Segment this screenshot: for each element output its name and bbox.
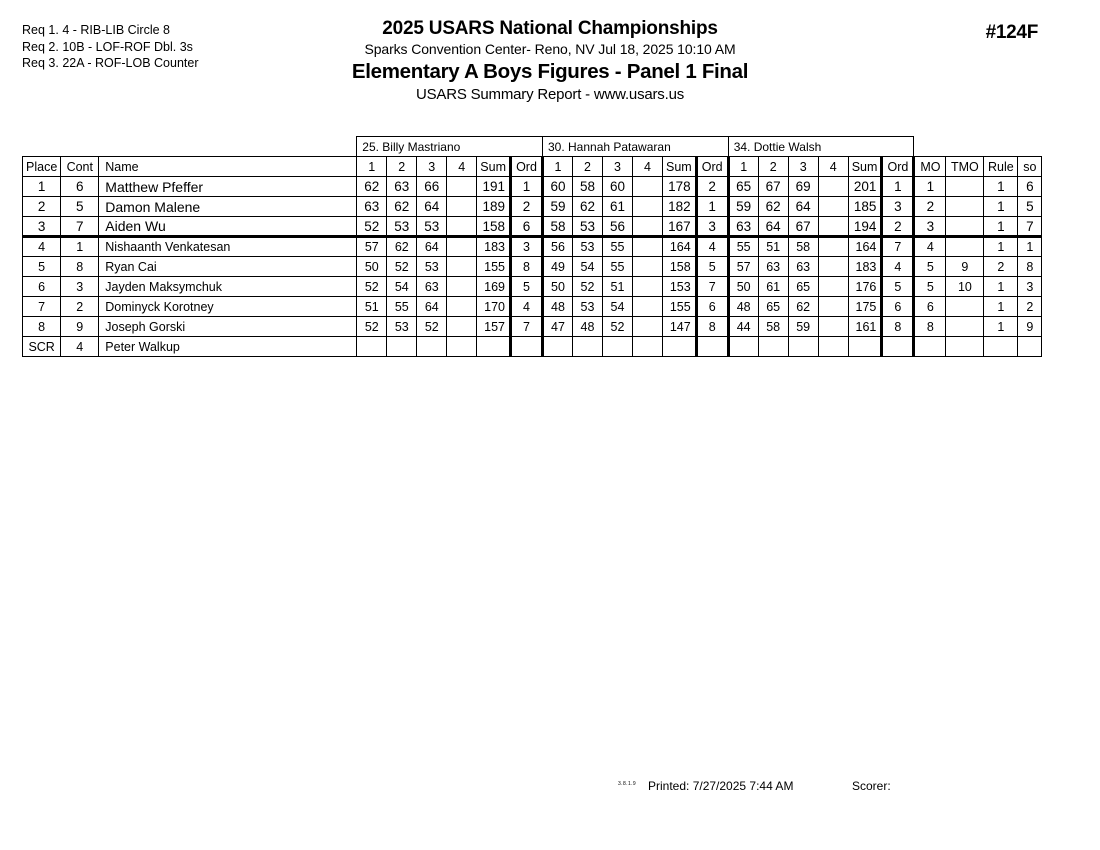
cell-j2-fig4 xyxy=(632,297,662,317)
cell-j2-ord: 3 xyxy=(696,217,728,237)
cell-place: 7 xyxy=(23,297,61,317)
header-j2-sum: Sum xyxy=(662,157,696,177)
cell-j1-fig1: 50 xyxy=(357,257,387,277)
cell-j3-fig2: 63 xyxy=(758,257,788,277)
cell-j3-fig4 xyxy=(818,337,848,357)
cell-j2-fig2: 53 xyxy=(572,297,602,317)
cell-j3-fig3 xyxy=(788,337,818,357)
cell-tmo xyxy=(946,217,984,237)
cell-j1-fig2: 63 xyxy=(387,177,417,197)
cell-place: 4 xyxy=(23,237,61,257)
cell-j1-fig2: 53 xyxy=(387,217,417,237)
cell-j1-fig1: 51 xyxy=(357,297,387,317)
table-body xyxy=(23,177,1042,357)
cell-j2-ord: 5 xyxy=(696,257,728,277)
requirement-text: 4 - RIB-LIB Circle 8 xyxy=(62,23,170,37)
cell-j1-fig3: 64 xyxy=(417,297,447,317)
cell-j3-fig4 xyxy=(818,297,848,317)
cell-tmo: 10 xyxy=(946,277,984,297)
cell-name: Peter Walkup xyxy=(99,337,357,357)
cell-j3-sum: 164 xyxy=(848,237,882,257)
cell-j1-fig2: 55 xyxy=(387,297,417,317)
cell-j2-fig4 xyxy=(632,217,662,237)
cell-j2-fig3 xyxy=(602,337,632,357)
cell-j3-fig4 xyxy=(818,197,848,217)
cell-j2-fig1: 60 xyxy=(542,177,572,197)
cell-mo xyxy=(914,337,946,357)
requirement-label: Req 3. xyxy=(22,56,59,70)
cell-so: 8 xyxy=(1018,257,1042,277)
requirement-label: Req 1. xyxy=(22,23,59,37)
cell-j3-fig4 xyxy=(818,257,848,277)
report-subtitle: USARS Summary Report - www.usars.us xyxy=(415,86,685,103)
cell-j2-sum: 182 xyxy=(662,197,696,217)
cell-j1-ord: 5 xyxy=(510,277,542,297)
judge-band-label-2: 30. Hannah Patawaran xyxy=(542,137,728,157)
page-title: Elementary A Boys Figures - Panel 1 Final xyxy=(351,60,749,83)
cell-j1-fig1 xyxy=(357,337,387,357)
cell-mo: 3 xyxy=(914,217,946,237)
cell-j1-fig4 xyxy=(447,337,477,357)
cell-j1-fig4 xyxy=(447,277,477,297)
cell-j2-fig1: 49 xyxy=(542,257,572,277)
cell-j2-fig3: 55 xyxy=(602,237,632,257)
requirement-line xyxy=(22,39,199,56)
cell-j2-fig3: 56 xyxy=(602,217,632,237)
cell-j3-sum: 185 xyxy=(848,197,882,217)
cell-j2-ord: 6 xyxy=(696,297,728,317)
cell-j2-ord xyxy=(696,337,728,357)
table-row[interactable] xyxy=(23,337,1042,357)
cell-j1-fig1: 52 xyxy=(357,317,387,337)
cell-j2-sum xyxy=(662,337,696,357)
cell-j3-fig2: 58 xyxy=(758,317,788,337)
cell-j3-ord xyxy=(882,337,914,357)
header-j3-sum: Sum xyxy=(848,157,882,177)
cell-j2-sum: 178 xyxy=(662,177,696,197)
cell-rule: 2 xyxy=(984,257,1018,277)
header-j3-fig3: 3 xyxy=(788,157,818,177)
cell-j3-sum: 161 xyxy=(848,317,882,337)
cell-j1-fig3: 66 xyxy=(417,177,447,197)
requirement-line xyxy=(22,22,199,39)
cell-j1-fig3: 64 xyxy=(417,237,447,257)
cell-mo: 6 xyxy=(914,297,946,317)
cell-j1-ord xyxy=(510,337,542,357)
cell-j2-ord: 7 xyxy=(696,277,728,297)
cell-j2-fig1 xyxy=(542,337,572,357)
cell-name: Damon Malene xyxy=(99,197,357,217)
cell-so: 9 xyxy=(1018,317,1042,337)
cell-j1-sum: 189 xyxy=(477,197,511,217)
cell-j3-ord: 3 xyxy=(882,197,914,217)
cell-j2-fig2: 52 xyxy=(572,277,602,297)
cell-j3-fig4 xyxy=(818,317,848,337)
cell-j3-fig1: 44 xyxy=(728,317,758,337)
cell-j1-fig2: 53 xyxy=(387,317,417,337)
cell-j1-ord: 3 xyxy=(510,237,542,257)
judge-band-label-3: 34. Dottie Walsh xyxy=(728,137,914,157)
cell-j3-fig3: 67 xyxy=(788,217,818,237)
cell-j3-fig4 xyxy=(818,217,848,237)
header-j1-fig2: 2 xyxy=(387,157,417,177)
cell-j2-ord: 4 xyxy=(696,237,728,257)
cell-place: 1 xyxy=(23,177,61,197)
cell-j2-fig3: 51 xyxy=(602,277,632,297)
cell-place: 2 xyxy=(23,197,61,217)
cell-j2-fig4 xyxy=(632,257,662,277)
cell-j3-fig2: 64 xyxy=(758,217,788,237)
header-j2-fig4: 4 xyxy=(632,157,662,177)
cell-so: 6 xyxy=(1018,177,1042,197)
cell-j3-fig1: 63 xyxy=(728,217,758,237)
cell-mo: 2 xyxy=(914,197,946,217)
cell-tmo xyxy=(946,197,984,217)
cell-j2-fig1: 47 xyxy=(542,317,572,337)
cell-cont: 8 xyxy=(61,257,99,277)
cell-j2-ord: 2 xyxy=(696,177,728,197)
cell-so: 1 xyxy=(1018,237,1042,257)
cell-j2-sum: 153 xyxy=(662,277,696,297)
cell-j2-fig4 xyxy=(632,177,662,197)
cell-j3-fig1: 55 xyxy=(728,237,758,257)
cell-j1-sum: 158 xyxy=(477,217,511,237)
band-spacer-right xyxy=(914,137,1042,157)
cell-j3-sum xyxy=(848,337,882,357)
cell-j1-fig1: 52 xyxy=(357,277,387,297)
cell-j2-fig3: 54 xyxy=(602,297,632,317)
cell-j2-fig1: 48 xyxy=(542,297,572,317)
header-rule: Rule xyxy=(984,157,1018,177)
cell-so xyxy=(1018,337,1042,357)
header-tmo: TMO xyxy=(946,157,984,177)
cell-name: Aiden Wu xyxy=(99,217,357,237)
requirement-text: 10B - LOF-ROF Dbl. 3s xyxy=(62,39,193,54)
cell-j1-fig3: 64 xyxy=(417,197,447,217)
cell-j3-sum: 201 xyxy=(848,177,882,197)
cell-tmo xyxy=(946,177,984,197)
cell-j3-fig2: 51 xyxy=(758,237,788,257)
header-j3-fig1: 1 xyxy=(728,157,758,177)
cell-j2-fig3: 60 xyxy=(602,177,632,197)
cell-j1-fig4 xyxy=(447,237,477,257)
cell-j1-fig3: 63 xyxy=(417,277,447,297)
cell-cont: 9 xyxy=(61,317,99,337)
judge-band-row xyxy=(23,137,1042,157)
cell-j2-fig2: 54 xyxy=(572,257,602,277)
table-row[interactable] xyxy=(23,177,1042,197)
cell-tmo xyxy=(946,297,984,317)
table-row[interactable] xyxy=(23,217,1042,237)
cell-j1-fig2: 62 xyxy=(387,237,417,257)
cell-rule: 1 xyxy=(984,217,1018,237)
cell-j2-ord: 1 xyxy=(696,197,728,217)
cell-j1-ord: 2 xyxy=(510,197,542,217)
cell-j3-fig3: 63 xyxy=(788,257,818,277)
cell-cont: 5 xyxy=(61,197,99,217)
cell-name: Ryan Cai xyxy=(99,257,357,277)
cell-j3-fig1: 48 xyxy=(728,297,758,317)
cell-j3-sum: 194 xyxy=(848,217,882,237)
cell-j1-fig2 xyxy=(387,337,417,357)
cell-name: Joseph Gorski xyxy=(99,317,357,337)
championship-title: 2025 USARS National Championships xyxy=(382,18,718,39)
cell-j1-fig3: 53 xyxy=(417,217,447,237)
cell-rule: 1 xyxy=(984,177,1018,197)
cell-place: 5 xyxy=(23,257,61,277)
header-j1-ord: Ord xyxy=(510,157,542,177)
cell-cont: 7 xyxy=(61,217,99,237)
cell-j1-sum: 169 xyxy=(477,277,511,297)
cell-j2-fig3: 61 xyxy=(602,197,632,217)
cell-j1-fig4 xyxy=(447,217,477,237)
cell-j1-fig3 xyxy=(417,337,447,357)
cell-j3-fig4 xyxy=(818,177,848,197)
cell-j1-fig2: 52 xyxy=(387,257,417,277)
cell-j3-ord: 2 xyxy=(882,217,914,237)
cell-j3-fig1: 59 xyxy=(728,197,758,217)
cell-j2-fig4 xyxy=(632,317,662,337)
cell-cont: 2 xyxy=(61,297,99,317)
cell-j1-ord: 8 xyxy=(510,257,542,277)
cell-j3-fig1: 57 xyxy=(728,257,758,277)
header-j1-sum: Sum xyxy=(477,157,511,177)
version-stamp: 3.8.1.9 xyxy=(618,781,637,787)
header-j3-fig2: 2 xyxy=(758,157,788,177)
cell-name: Dominyck Korotney xyxy=(99,297,357,317)
cell-j2-fig4 xyxy=(632,277,662,297)
cell-so: 5 xyxy=(1018,197,1042,217)
cell-place: 3 xyxy=(23,217,61,237)
cell-j3-sum: 176 xyxy=(848,277,882,297)
cell-j2-fig3: 55 xyxy=(602,257,632,277)
band-spacer xyxy=(23,137,357,157)
cell-rule: 1 xyxy=(984,297,1018,317)
cell-j3-fig3: 65 xyxy=(788,277,818,297)
cell-j2-fig2: 58 xyxy=(572,177,602,197)
cell-cont: 4 xyxy=(61,337,99,357)
cell-j2-sum: 147 xyxy=(662,317,696,337)
cell-j3-fig1 xyxy=(728,337,758,357)
cell-j1-fig4 xyxy=(447,317,477,337)
cell-j3-fig1: 65 xyxy=(728,177,758,197)
cell-j2-fig4 xyxy=(632,197,662,217)
cell-j3-fig2: 61 xyxy=(758,277,788,297)
header-j3-fig4: 4 xyxy=(818,157,848,177)
cell-j3-fig2 xyxy=(758,337,788,357)
cell-j1-fig4 xyxy=(447,297,477,317)
cell-rule: 1 xyxy=(984,317,1018,337)
cell-tmo xyxy=(946,337,984,357)
cell-tmo xyxy=(946,237,984,257)
requirement-text: 22A - ROF-LOB Counter xyxy=(62,56,199,70)
cell-j1-sum: 170 xyxy=(477,297,511,317)
header-cont: Cont xyxy=(61,157,99,177)
header-so: so xyxy=(1018,157,1042,177)
cell-j1-sum xyxy=(477,337,511,357)
scorer-label: Scorer: xyxy=(852,779,891,793)
cell-j3-fig4 xyxy=(818,277,848,297)
judge-band-label-1: 25. Billy Mastriano xyxy=(357,137,543,157)
cell-j2-fig1: 59 xyxy=(542,197,572,217)
cell-mo: 1 xyxy=(914,177,946,197)
cell-j2-fig4 xyxy=(632,237,662,257)
cell-j2-fig1: 56 xyxy=(542,237,572,257)
cell-j1-sum: 183 xyxy=(477,237,511,257)
cell-mo: 5 xyxy=(914,257,946,277)
cell-j3-ord: 8 xyxy=(882,317,914,337)
cell-j1-ord: 1 xyxy=(510,177,542,197)
table-row[interactable] xyxy=(23,297,1042,317)
cell-j1-fig1: 52 xyxy=(357,217,387,237)
cell-tmo xyxy=(946,317,984,337)
cell-j2-sum: 164 xyxy=(662,237,696,257)
cell-j3-fig2: 62 xyxy=(758,197,788,217)
cell-place: 6 xyxy=(23,277,61,297)
cell-name: Matthew Pfeffer xyxy=(99,177,357,197)
printed-stamp: Printed: 7/27/2025 7:44 AM xyxy=(648,779,794,793)
cell-cont: 1 xyxy=(61,237,99,257)
cell-j1-fig1: 62 xyxy=(357,177,387,197)
requirement-label: Req 2. xyxy=(22,39,59,54)
cell-j1-ord: 4 xyxy=(510,297,542,317)
cell-j1-fig2: 62 xyxy=(387,197,417,217)
cell-name: Jayden Maksymchuk xyxy=(99,277,357,297)
report-header xyxy=(250,18,850,105)
cell-j1-fig3: 53 xyxy=(417,257,447,277)
cell-cont: 6 xyxy=(61,177,99,197)
cell-j2-fig3: 52 xyxy=(602,317,632,337)
cell-j1-sum: 157 xyxy=(477,317,511,337)
cell-j2-fig4 xyxy=(632,337,662,357)
cell-j3-fig4 xyxy=(818,237,848,257)
cell-rule: 1 xyxy=(984,237,1018,257)
cell-rule: 1 xyxy=(984,197,1018,217)
cell-j1-ord: 6 xyxy=(510,217,542,237)
cell-so: 7 xyxy=(1018,217,1042,237)
cell-j1-fig4 xyxy=(447,197,477,217)
cell-j1-fig4 xyxy=(447,257,477,277)
cell-j2-sum: 167 xyxy=(662,217,696,237)
cell-rule xyxy=(984,337,1018,357)
table-header-row xyxy=(23,157,1042,177)
cell-j2-sum: 158 xyxy=(662,257,696,277)
venue-datetime: Sparks Convention Center- Reno, NV Jul 18, 2025 10:10 AM xyxy=(364,41,736,57)
cell-cont: 3 xyxy=(61,277,99,297)
cell-j3-fig2: 67 xyxy=(758,177,788,197)
cell-j1-sum: 155 xyxy=(477,257,511,277)
table-row[interactable] xyxy=(23,237,1042,257)
header-name: Name xyxy=(99,157,357,177)
cell-j1-sum: 191 xyxy=(477,177,511,197)
event-code: #124F xyxy=(985,22,1038,43)
requirements-list xyxy=(22,22,199,72)
cell-j3-ord: 6 xyxy=(882,297,914,317)
cell-mo: 4 xyxy=(914,237,946,257)
cell-j3-ord: 1 xyxy=(882,177,914,197)
header-j2-fig1: 1 xyxy=(542,157,572,177)
cell-name: Nishaanth Venkatesan xyxy=(99,237,357,257)
cell-j1-fig1: 63 xyxy=(357,197,387,217)
header-place: Place xyxy=(23,157,61,177)
cell-j2-fig2 xyxy=(572,337,602,357)
cell-j2-ord: 8 xyxy=(696,317,728,337)
table-row[interactable] xyxy=(23,197,1042,217)
cell-j3-fig3: 64 xyxy=(788,197,818,217)
cell-j3-ord: 5 xyxy=(882,277,914,297)
cell-j3-fig3: 69 xyxy=(788,177,818,197)
cell-j3-ord: 4 xyxy=(882,257,914,277)
header-j1-fig1: 1 xyxy=(357,157,387,177)
cell-j3-ord: 7 xyxy=(882,237,914,257)
cell-place: 8 xyxy=(23,317,61,337)
cell-j3-fig3: 62 xyxy=(788,297,818,317)
cell-j1-fig2: 54 xyxy=(387,277,417,297)
cell-mo: 5 xyxy=(914,277,946,297)
header-j2-fig2: 2 xyxy=(572,157,602,177)
table-row[interactable] xyxy=(23,317,1042,337)
cell-tmo: 9 xyxy=(946,257,984,277)
header-mo: MO xyxy=(914,157,946,177)
cell-so: 2 xyxy=(1018,297,1042,317)
cell-j3-fig3: 58 xyxy=(788,237,818,257)
requirement-line xyxy=(22,55,199,72)
cell-j1-ord: 7 xyxy=(510,317,542,337)
cell-j2-fig1: 50 xyxy=(542,277,572,297)
cell-j3-fig1: 50 xyxy=(728,277,758,297)
cell-j3-sum: 183 xyxy=(848,257,882,277)
cell-j2-fig2: 48 xyxy=(572,317,602,337)
results-table xyxy=(22,136,1042,357)
cell-j2-sum: 155 xyxy=(662,297,696,317)
cell-place: SCR xyxy=(23,337,61,357)
cell-j1-fig3: 52 xyxy=(417,317,447,337)
cell-j3-fig3: 59 xyxy=(788,317,818,337)
cell-so: 3 xyxy=(1018,277,1042,297)
cell-j2-fig2: 62 xyxy=(572,197,602,217)
cell-j2-fig2: 53 xyxy=(572,217,602,237)
cell-j1-fig4 xyxy=(447,177,477,197)
table-row[interactable] xyxy=(23,257,1042,277)
cell-j2-fig1: 58 xyxy=(542,217,572,237)
cell-j3-fig2: 65 xyxy=(758,297,788,317)
cell-mo: 8 xyxy=(914,317,946,337)
cell-rule: 1 xyxy=(984,277,1018,297)
cell-j3-sum: 175 xyxy=(848,297,882,317)
header-j1-fig4: 4 xyxy=(447,157,477,177)
cell-j1-fig1: 57 xyxy=(357,237,387,257)
table-row[interactable] xyxy=(23,277,1042,297)
header-j2-fig3: 3 xyxy=(602,157,632,177)
header-j1-fig3: 3 xyxy=(417,157,447,177)
header-j3-ord: Ord xyxy=(882,157,914,177)
cell-j2-fig2: 53 xyxy=(572,237,602,257)
header-j2-ord: Ord xyxy=(696,157,728,177)
